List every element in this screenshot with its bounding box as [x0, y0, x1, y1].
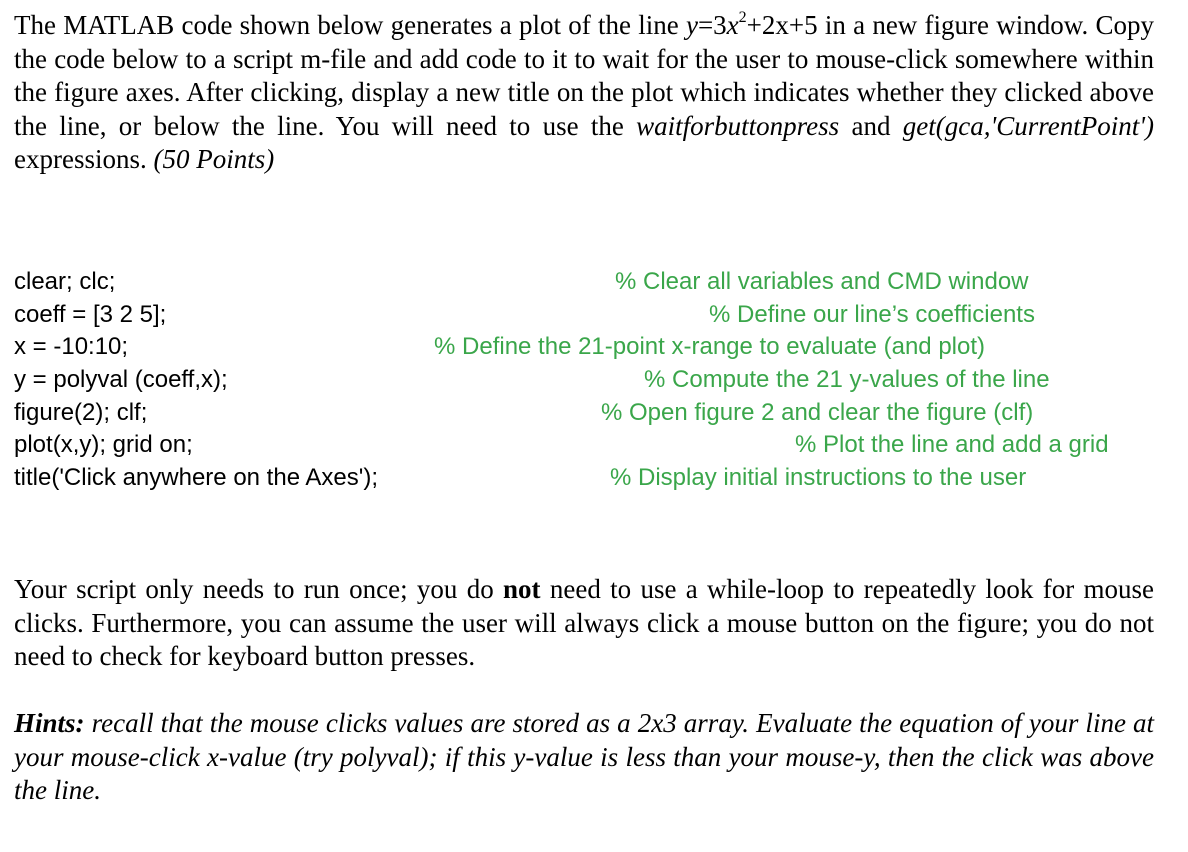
equation-y: y: [685, 10, 698, 40]
code-comment: % Plot the line and add a grid: [795, 431, 1109, 459]
function-waitforbuttonpress: waitforbuttonpress: [636, 110, 840, 141]
points-label: (50 Points): [153, 144, 275, 174]
hints-paragraph: [14, 707, 1154, 808]
code-statement: coeff = [3 2 5];: [14, 300, 167, 328]
code-statement: x = -10:10;: [14, 333, 129, 361]
code-statement: clear; clc;: [14, 268, 116, 295]
code-statement: figure(2); clf;: [14, 398, 148, 426]
equation-equals: =3: [697, 10, 727, 40]
code-line: [14, 364, 1154, 397]
equation-x: x: [726, 10, 739, 40]
code-statement: title('Click anywhere on the Axes');: [14, 464, 378, 492]
intro-paragraph: [14, 9, 1154, 177]
equation-exponent: 2: [738, 9, 747, 26]
code-statement: plot(x,y); grid on;: [14, 431, 193, 459]
equation-rest: +2x+5: [746, 10, 818, 40]
code-comment: % Define the 21-point x-range to evaluate (and plot): [434, 333, 986, 361]
code-line: [14, 331, 1154, 364]
code-line: [14, 266, 1154, 299]
intro-text-3: expressions.: [14, 144, 154, 174]
code-block: [14, 266, 1154, 495]
code-line: [14, 462, 1154, 495]
code-line: [14, 429, 1154, 462]
code-comment: % Open figure 2 and clear the figure (clf): [601, 398, 1034, 426]
intro-text-1: The MATLAB code shown below generates a plot of the line: [14, 10, 686, 40]
code-comment: % Define our line’s coefficients: [709, 300, 1035, 328]
note-emphasis: not: [503, 574, 541, 604]
hints-text: recall that the mouse clicks values are stored as a 2x3 array. Evaluate the equation of your line at your mouse-click x-value (try polyval); if this y-value is less than your mouse-y, then the click was above the line.: [14, 708, 1154, 805]
code-comment: % Compute the 21 y-values of the line: [644, 366, 1050, 394]
note-text-2: need to use a while-loop to repeatedly look for mouse clicks. Furthermore, you can assume the user will always click a mouse button on the figure; you do not need to check for keyboard button presses.: [14, 574, 1154, 671]
function-get-currentpoint: get(gca,'CurrentPoint'): [902, 110, 1154, 141]
code-line: [14, 299, 1154, 332]
code-comment: % Display initial instructions to the user: [610, 464, 1027, 492]
code-statement: y = polyval (coeff,x);: [14, 366, 228, 394]
note-text-1: Your script only needs to run once; you do: [14, 574, 504, 604]
note-paragraph: [14, 573, 1154, 674]
hints-label: Hints:: [14, 708, 85, 738]
code-comment: % Clear all variables and CMD window: [615, 268, 1029, 295]
intro-text-2: in a new figure window. Copy the code below to a script m-file and add code to it to wait for the user to mouse-click somewhere within the figure axes. After clicking, display a new title on the plot which indicates whether they clicked above the line, or below the line. You will need to use the: [14, 10, 1154, 141]
intro-and: and: [839, 110, 903, 141]
code-line: [14, 397, 1154, 430]
